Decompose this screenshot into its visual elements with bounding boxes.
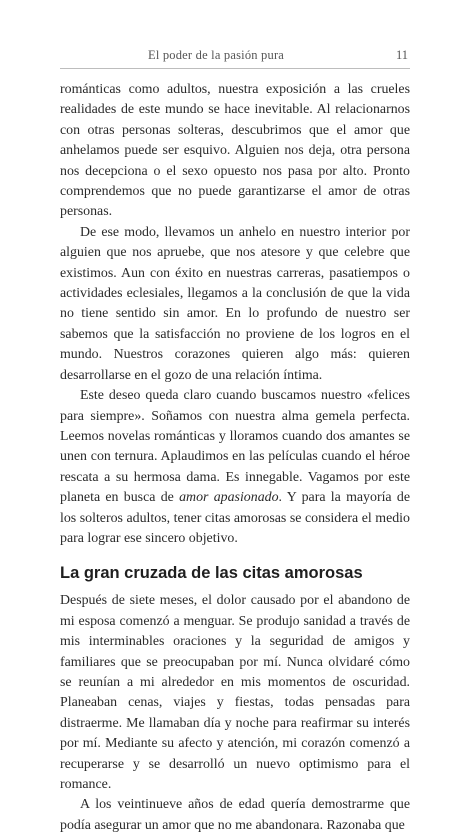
- paragraph-text: . Y para la mayoría de los solteros adultos, tener citas amorosas se considera el medio para lograr ese sincero objetivo.: [60, 490, 410, 546]
- paragraph-text: Este deseo queda claro cuando buscamos nuestro «felices para siempre». Soñamos con nuestra alma gemela perfecta. Leemos novelas románticas y lloramos cuando dos amantes se unen con ternura. Aplaudimos en las películas cuando el héroe rescata a su hermosa dama. Es innegable. Vagamos por este planeta en busca de: [60, 388, 410, 506]
- running-title: El poder de la pasión pura: [148, 48, 285, 62]
- emphasis-text: amor apasionado: [179, 490, 279, 506]
- paragraph: [60, 386, 410, 549]
- page-number: 11: [395, 48, 408, 62]
- paragraph: De ese modo, llevamos un anhelo en nuestro interior por alguien que nos apruebe, que nos atesore y que celebre que existimos. Aun con éxito en nuestras carreras, pasatiempos o actividades eclesiales, llegamos a la conclusión de que la vida no tiene sentido sin amor. En lo profundo de nuestro ser sabemos que la satisfacción no proviene de los logros en el mundo. Nuestros corazones quieren algo más: quieren desarrollarse en el gozo de una relación íntima.: [60, 224, 410, 383]
- paragraph: Después de siete meses, el dolor causado por el abandono de mi esposa comenzó a menguar. Se produjo sanidad a través de mis interminables oraciones y la seguridad de amigos y familiares que se preocupaban por mí. Nunca olvidaré cómo se reunían a mi alrededor en mis momentos de oscuridad. Planeaban cenas, viajes y fiestas, todas pensadas para distraerme. Me llamaban día y noche para reafirmar su interés por mí. Mediante su afecto y atención, mi corazón comenzó a recuperarse y se desarrolló un nuevo optimismo para el romance.: [60, 593, 410, 792]
- running-header: [60, 48, 410, 69]
- section-heading: La gran cruzada de las citas amorosas: [60, 564, 363, 583]
- body-text: [60, 80, 410, 836]
- paragraph: A los veintinueve años de edad quería demostrarme que podía asegurar un amor que no me abandonara. Razonaba que: [60, 797, 410, 833]
- paragraph-continued: románticas como adultos, nuestra exposición a las crueles realidades de este mundo se hace inevitable. Al relacionarnos con otras personas solteras, descubrimos que el amor que anhelamos puede ser esquivo. Alguien nos deja, otra persona nos decepciona o el sexo opuesto nos pasa por alto. Pronto comprendemos que no puede garantizarse el amor de otras personas.: [60, 82, 410, 220]
